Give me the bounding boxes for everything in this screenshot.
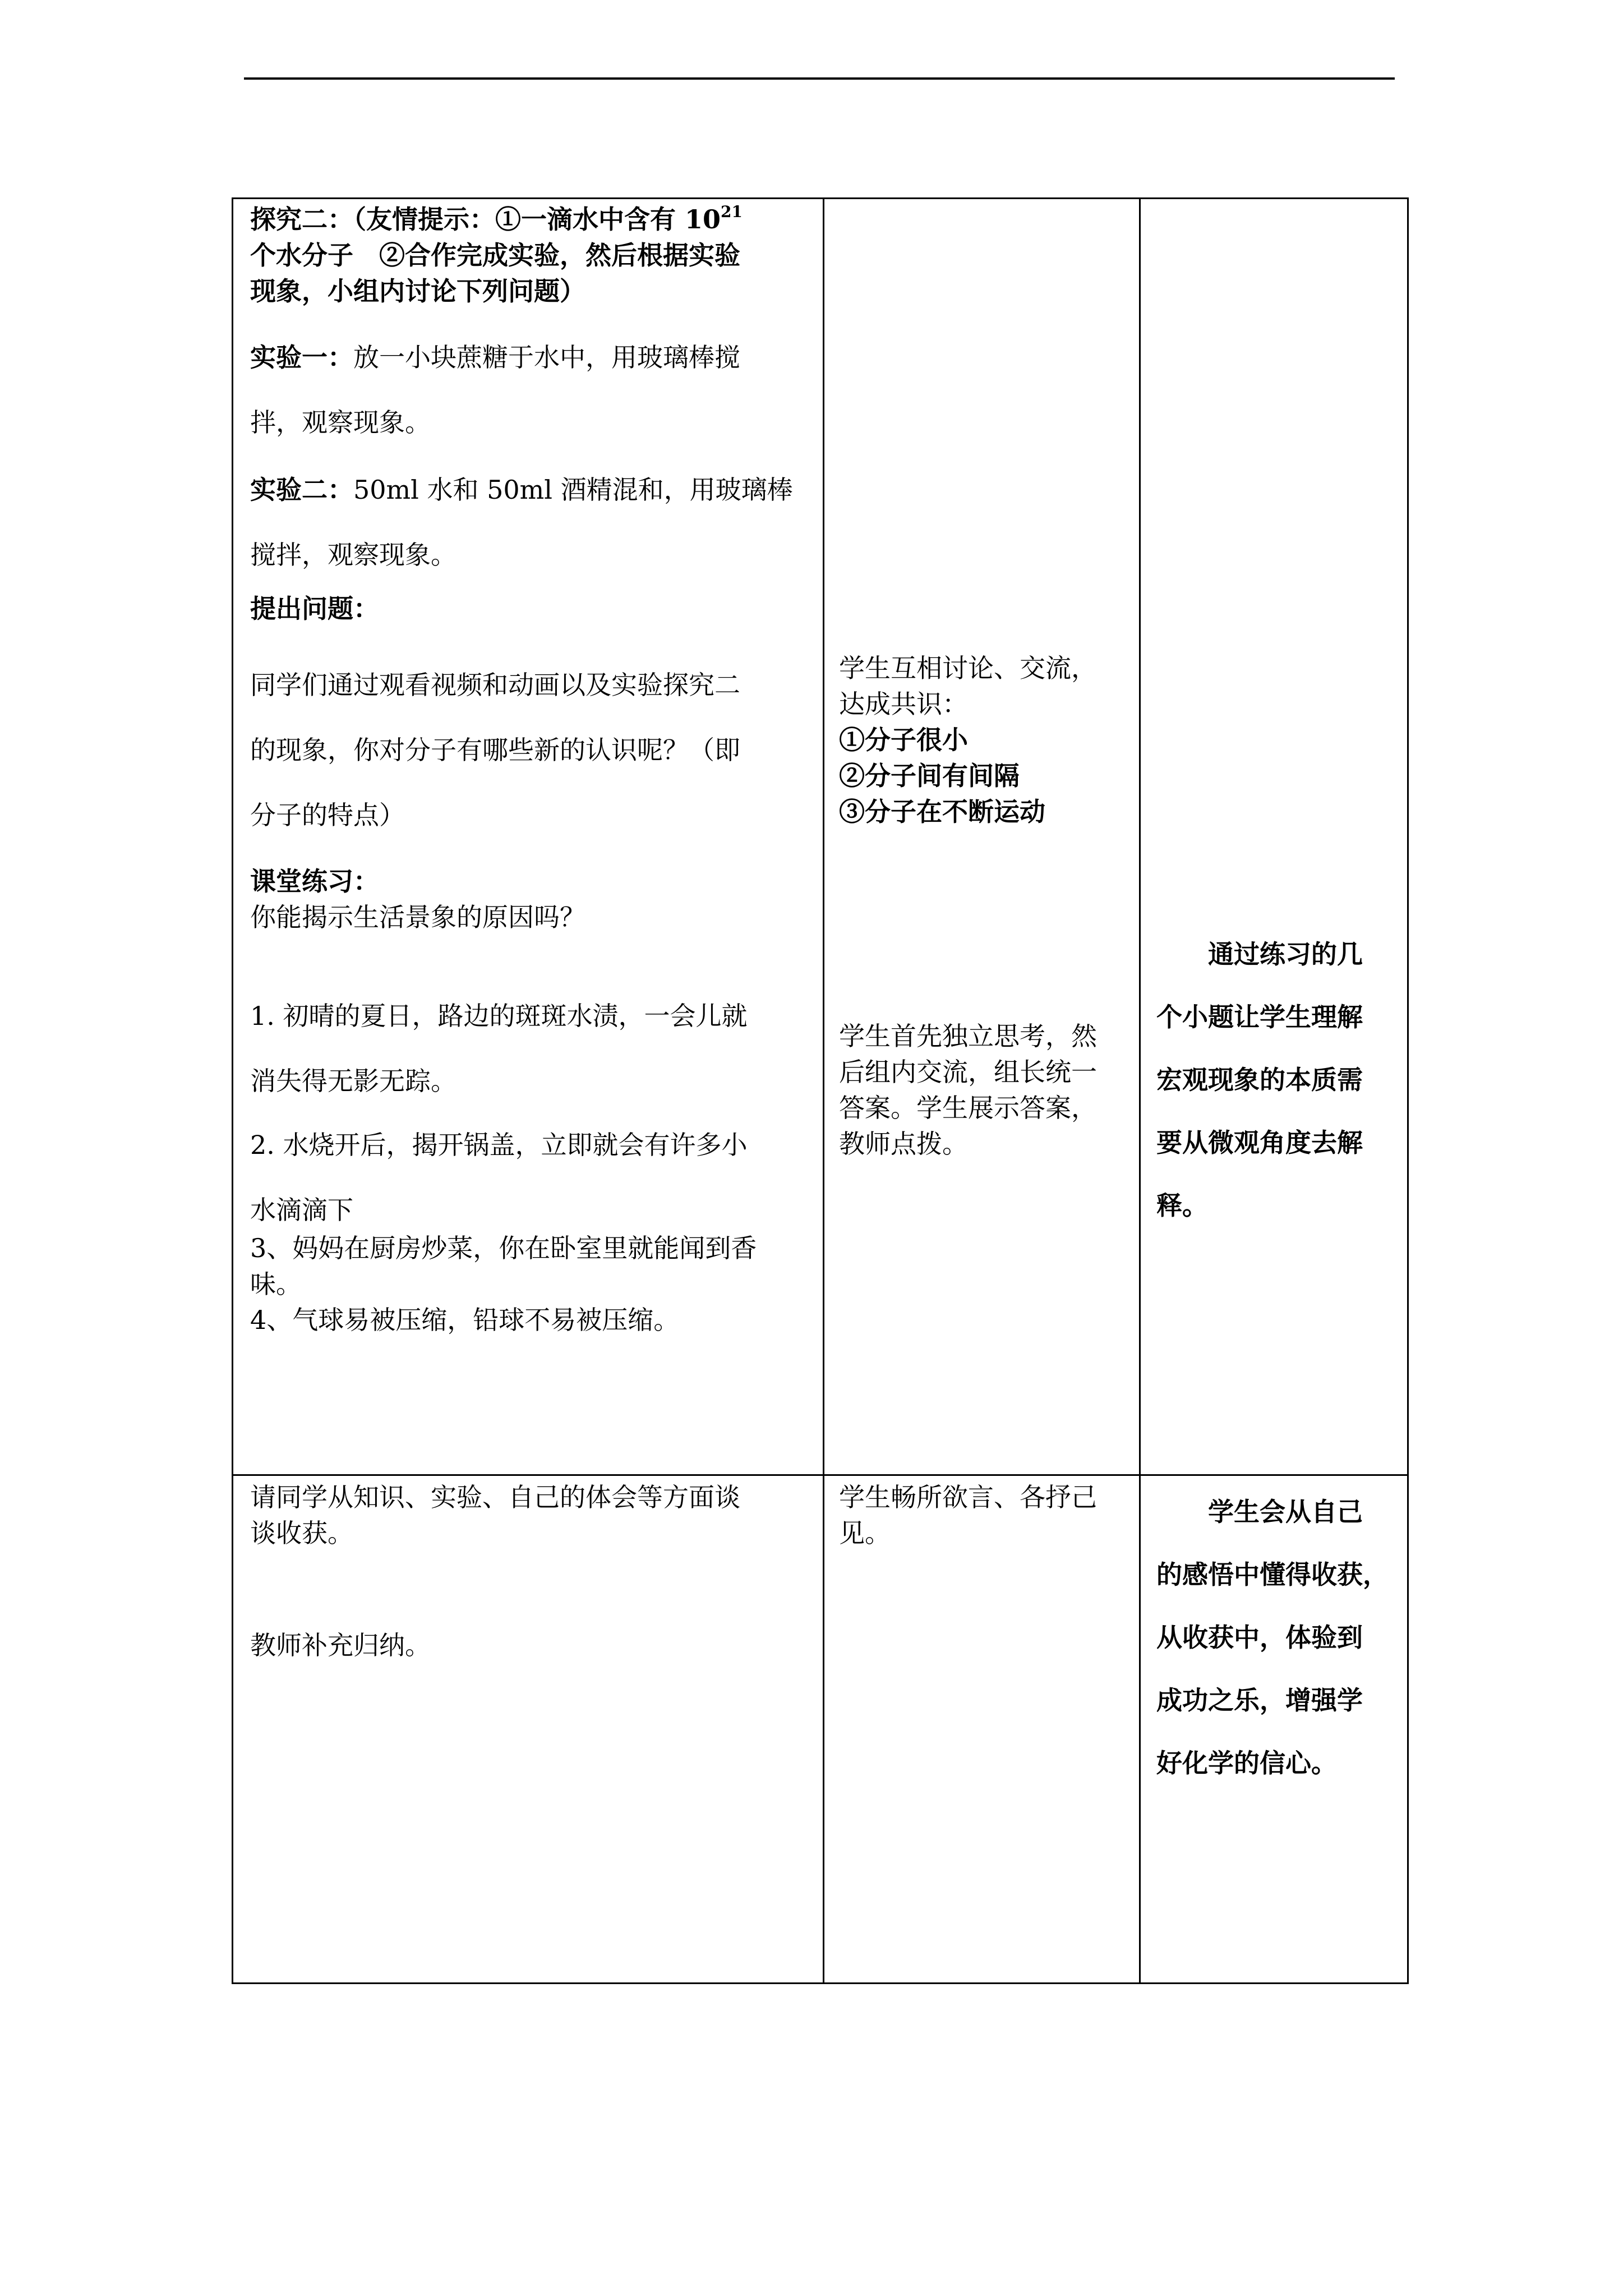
inquiry-heading: 探究二：（友情提示：①一滴水中含有 $10^{21}$ 个水分子 ②合作完成实验，然后根据实验 现象，小组内讨论下列问题） [250,203,743,306]
experiment-one: 实验一：放一小块蔗糖于水中，用玻璃棒搅 拌，观察现象。 [250,342,740,438]
design-intent-cell [1140,1475,1408,1984]
practice-section: 课堂练习： 你能揭示生活景象的原因吗？ [250,866,585,932]
practice-question-2: 2. 水烧开后，揭开锅盖，立即就会有许多小 水滴滴下 [250,1130,748,1225]
experiment-two: 实验二：50ml 水和 50ml 酒精混和，用玻璃棒 搅拌，观察现象。 [250,475,793,570]
table-row [233,199,1408,1475]
question-heading: 提出问题： [250,593,379,624]
design-intent-cell [1140,199,1408,1475]
student-activity-cell [824,199,1140,1475]
header-rule [244,77,1395,80]
practice-question-3-4: 3、妈妈在厨房炒菜，你在卧室里就能闻到香 味。 4、气球易被压缩，铅球不易被压缩。 [250,1233,757,1335]
practice-question-1: 1. 初晴的夏日，路边的斑斑水渍，一会儿就 消失得无影无踪。 [250,1001,748,1096]
teacher-activity-cell [233,1475,824,1984]
student-activity-cell [824,1475,1140,1984]
summary-prompt: 请同学从知识、实验、自己的体会等方面谈 谈收获。 [250,1482,740,1548]
question-text: 同学们通过观看视频和动画以及实验探究二 的现象，你对分子有哪些新的认识呢？（即 分子的特点） [250,670,740,830]
lesson-table [232,197,1409,1984]
design-intent-text: 学生会从自己 的感悟中懂得收获， 从收获中，体验到 成功之乐，增强学 好化学的信心。 [1156,1497,1389,1778]
student-sharing: 学生畅所欲言、各抒己 见。 [839,1482,1097,1548]
answer-block: 学生首先独立思考，然 后组内交流，组长统一 答案。学生展示答案， 教师点拨。 [839,1021,1097,1159]
discussion-block: 学生互相讨论、交流， 达成共识： ①分子很小 ②分子间有间隔 ③分子在不断运动 [839,653,1097,827]
design-intent-text: 通过练习的几 个小题让学生理解 宏观现象的本质需 要从微观角度去解 释。 [1156,939,1363,1221]
table-row [233,1475,1408,1984]
teacher-summary: 教师补充归纳。 [250,1630,431,1660]
teacher-activity-cell [233,199,824,1475]
